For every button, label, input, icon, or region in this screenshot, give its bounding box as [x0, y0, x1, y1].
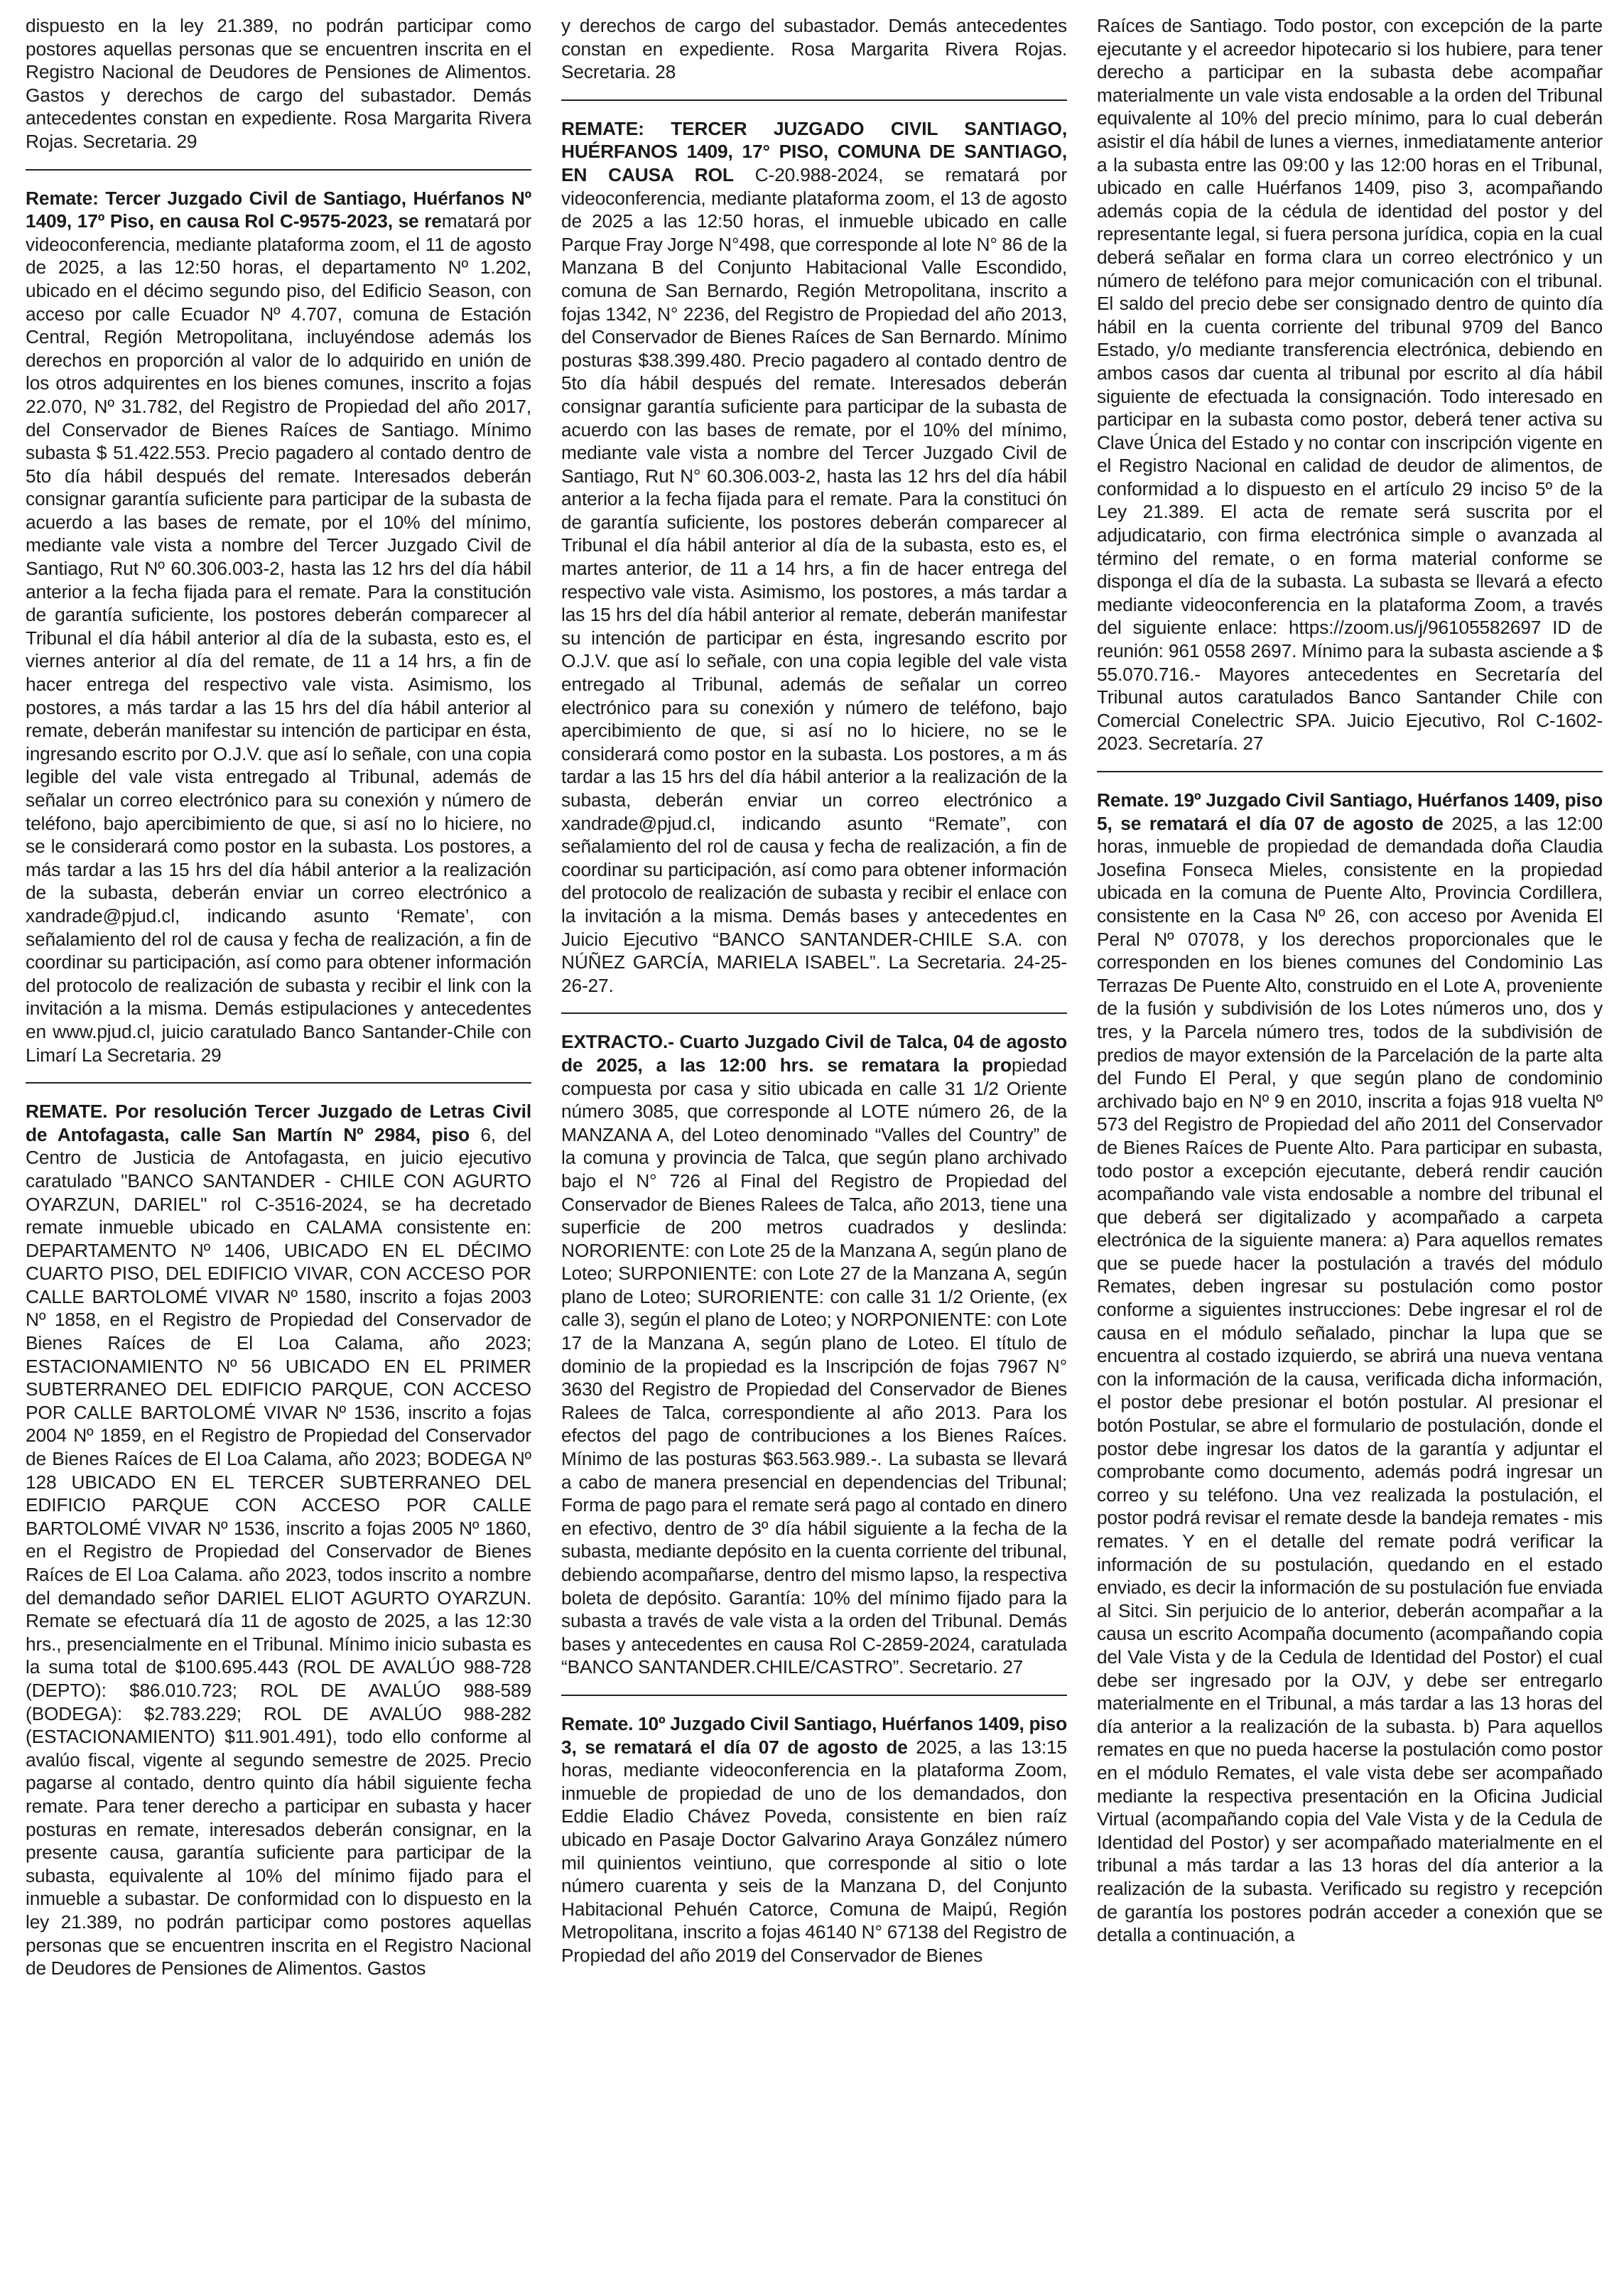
notice-continuation — [561, 14, 1067, 84]
notice-body: y derechos de cargo del subastador. Demás antecedentes constan en expediente. Rosa Margarita Rivera Rojas. Secretaria. 28 — [561, 15, 1067, 83]
notice-heading: REMATE. Por resolución Tercer Juzgado de Letras Civil de Antofagasta, calle San Martín Nº 2984, piso — [26, 1101, 531, 1145]
notice-heading: REMATE: TERCER JUZGADO CIVIL SANTIAGO, HUÉRFANOS 1409, 17° PISO, COMUNA DE SANTIAGO, EN CAUSA ROL — [561, 117, 1067, 185]
notice-body: 2025, a las 13:15 horas, mediante videoconferencia en la plataforma Zoom, inmueble de propiedad de uno de los demandados, don Eddie Eladio Chávez Poveda, consistente en bien raíz ubicado en Pasaje Doctor Galvarino Araya González número mil quinientos veintiuno, que corresponde al sitio o lote número cuarenta y seis de la Manzana D, del Conjunto Habitacional Pehuén Catorce, Comuna de Maipú, Región Metropolitana, inscrito a fojas 46140 N° 67138 del Registro de Propiedad del año 2019 del Conservador de Bienes — [561, 1736, 1067, 1966]
notice-heading: Remate. 19º Juzgado Civil Santiago, Huérfanos 1409, piso 5, se rematará el día 07 de agosto de — [1097, 789, 1603, 834]
notice-body: 6, del Centro de Justicia de Antofagasta, en juicio ejecutivo caratulado "BANCO SANTANDER - CHILE CON AGURTO OYARZUN, DARIEL" rol C-3516-2024, se ha decretado remate inmueble ubicado en CALAMA consistente en: DEPARTAMENTO Nº 1406, UBICADO EN EL DÉCIMO CUARTO PISO, DEL EDIFICIO VIVAR, CON ACCESO POR CALLE BARTOLOMÉ VIVAR Nº 1580, inscrito a fojas 2003 Nº 1858, en el Registro de Propiedad del Conservador de Bienes Raíces de El Loa Calama, año 2023; ESTACIONAMIENTO Nº 56 UBICADO EN EL PRIMER SUBTERRANEO DEL EDIFICIO PARQUE, CON ACCESO POR CALLE BARTOLOMÉ VIVAR Nº 1536, inscrito a fojas 2004 Nº 1859, en el Registro de Propiedad del Conservador de Bienes Raíces de El Loa Calama, año 2023; BODEGA Nº 128 UBICADO EN EL TERCER SUBTERRANEO DEL EDIFICIO PARQUE CON ACCESO POR CALLE BARTOLOMÉ VIVAR Nº 1536, inscrito a fojas 2005 Nº 1860, en el Registro de Propiedad del Conservador de Bienes Raíces de El Loa Calama. año 2023, todos inscrito a nombre del demandado señor DARIEL ELIOT AGURTO OYARZUN. Remate se efectuará día 11 de agosto de 2025, a las 12:30 hrs., presencialmente en el Tribunal. Mínimo inicio subasta es la suma total de $100.695.443 (ROL DE AVALÚO 988-728 (DEPTO): $86.010.723; ROL DE AVALÚO 988-589 (BODEGA): $2.783.229; ROL DE AVALÚO 988-282 (ESTACIONAMIENTO) $11.901.491), todo ello conforme al avalúo fiscal, vigente al segundo semestre de 2025. Precio pagarse al contado, dentro quinto día hábil siguiente fecha remate. Para tener derecho a participar en subasta y hacer posturas en remate, interesados deberán consignar, en la presente causa, garantía suficiente para participar de la subasta, equivalente al 10% del mínimo fijado para el inmueble a subastar. De conformidad con lo dispuesto en la ley 21.389, no podrán participar como postores aquellas personas que se encuentren inscrita en el Registro Nacional de Deudores de Pensiones de Alimentos. Gastos — [26, 1123, 531, 1979]
notice-remate-19-juzgado — [1097, 789, 1603, 1947]
notice-heading: EXTRACTO.- Cuarto Juzgado Civil de Talca, 04 de agosto de 2025, a las 12:00 hrs. se rematara la pro — [561, 1031, 1067, 1076]
notice-heading: Remate. 10º Juzgado Civil Santiago, Huérfanos 1409, piso 3, se rematará el día 07 de agosto de — [561, 1712, 1067, 1758]
notice-divider — [1097, 771, 1603, 772]
notice-body: dispuesto en la ley 21.389, no podrán participar como postores aquellas personas que se encuentren inscrita en el Registro Nacional de Deudores de Pensiones de Alimentos. Gastos y derechos de cargo del subastador. Demás antecedentes constan en expediente. Rosa Margarita Rivera Rojas. Secretaria. 29 — [26, 15, 531, 152]
notice-remate-10-juzgado — [561, 1712, 1067, 1967]
column-2 — [561, 14, 1067, 2285]
notice-divider — [561, 99, 1067, 101]
notice-remate-antofagasta — [26, 1100, 531, 1980]
column-1 — [26, 14, 531, 2285]
notice-divider — [561, 1695, 1067, 1696]
notice-divider — [26, 169, 531, 171]
notice-divider — [561, 1012, 1067, 1014]
notice-body: 2025, a las 12:00 horas, inmueble de propiedad de demandada doña Claudia Josefina Fonseca Mieles, consistente en la propiedad ubicada en la comuna de Puente Alto, Provincia Cordillera, consistente en la Casa Nº 26, con acceso por Avenida El Peral Nº 07078, y los derechos proporcionales que le corresponden en los bienes comunes del Condominio Las Terrazas De Puente Alto, construido en el Lote A, proveniente de la fusión y subdivisión de los Lotes números uno, dos y tres, y la Parcela número tres, todos de la subdivisión de predios de mayor extensión de la Parcelación de la parte alta del Fundo El Peral, y que según plano de condominio archivado bajo en Nº 9 en 2010, inscrita a fojas 918 vuelta Nº 573 del Registro de Propiedad del año 2011 del Conservador de Bienes Raíces de Puente Alto. Para participar en subasta, todo postor a excepción ejecutante, deberá rendir caución acompañando vale vista endosable a nombre del tribunal el que deberá ser digitalizado y acompañado a carpeta electrónica de la siguiente manera: a) Para aquellos remates que se puede hacer la postulación a través del módulo Remates, deben ingresar su postulación como postor conforme a siguientes instrucciones: Debe ingresar el rol de causa en el módulo señalado, pinchar la lupa que se encuentra al costado izquierdo, se abrirá una nueva ventana con la información de la causa, verificada dicha información, el postor debe presionar el botón postular. Al presionar el botón Postular, se abre el formulario de postulación, donde el postor debe ingresar los datos de la garantía y adjuntar el comprobante como documento, además podrá ingresar un correo y su teléfono. Una vez realizada la postulación, el postor podrá revisar el remate desde la bandeja remates - mis remates. Y en el detalle del remate podrá verificar la información de su postulación, quedando en el estado enviado, es decir la información de su postulación fue enviada al Sitci. Sin perjuicio de lo anterior, deberán acompañar a la causa un escrito Acompaña documento (acompañando copia del Vale Vista y de la Cedula de Identidad del Postor) el cual debe ser ingresado por la OJV, y debe ser entregarlo materialmente en el Tribunal, a más tardar a las 13 horas del día anterior a la realización de la subasta. b) Para aquellos remates en que no pueda hacerse la postulación como postor en el módulo Remates, el vale vista debe ser acompañado mediante la respectiva presentación en la Oficina Judicial Virtual (acompañando copia del Vale Vista y de la Cedula de Identidad del Postor) y ser acompañado materialmente en el tribunal a más tardar a las 13 horas del día anterior a la realización de la subasta. Verificado su registro y recepción de garantía los postores podrán acceder a conexión que se detalla a continuación, a — [1097, 812, 1603, 1946]
notice-body: C-20.988-2024, se rematará por videoconferencia, mediante plataforma zoom, el 13 de agosto de 2025 a las 12:50 horas, el inmueble ubicado en calle Parque Fray Jorge N°498, que corresponde al lote N° 86 de la Manzana B del Conjunto Habitacional Valle Escondido, comuna de San Bernardo, Región Metropolitana, inscrito a fojas 1342, N° 2236, del Registro de Propiedad del año 2013, del Conservador de Bienes Raíces de San Bernardo. Mínimo posturas $38.399.480. Precio pagadero al contado dentro de 5to día hábil después del remate. Interesados deberán consignar garantía suficiente para participar de la subasta de acuerdo con las bases de remate, por el 10% del mínimo, mediante vale vista a nombre del Tercer Juzgado Civil de Santiago, Rut N° 60.306.003-2, hasta las 12 hrs del día hábil anterior a la fecha fijada para el remate. Para la constituci ón de garantía suficiente, los postores deberán comparecer al Tribunal el día hábil anterior al día de la subasta, esto es, el martes anterior, de 11 a 14 hrs, a fin de hacer entrega del respectivo vale vista. Asimismo, los postores, a más tardar a las 15 hrs del día hábil anterior al remate, deberán manifestar su intención de participar en ésta, ingresando escrito por O.J.V. que así lo señale, con una copia legible del vale vista entregado al Tribunal, además de señalar un correo electrónico para su conexión y número de teléfono, bajo apercibimiento de que, si así no lo hiciere, no se le considerará como postor en la subasta. Los postores, a m ás tardar a las 15 hrs del día hábil anterior a la realización de la subasta, deberán enviar un correo electrónico a xandrade@pjud.cl, indicando asunto “Remate”, con señalamiento del rol de causa y fecha de realización, a fin de coordinar su participación, así como para obtener información del protocolo de realización de subasta y recibir el enlace con la invitación a la misma. Demás bases y antecedentes en Juicio Ejecutivo “BANCO SANTANDER-CHILE S.A. con NÚÑEZ GARCÍA, MARIELA ISABEL”. La Secretaria. 24-25-26-27. — [561, 163, 1067, 996]
notice-body: Raíces de Santiago. Todo postor, con excepción de la parte ejecutante y el acreedor hipotecario si los hubiere, para tener derecho a participar en la subasta debe acompañar materialmente un vale vista endosable a la orden del Tribunal equivalente al 10% del precio mínimo, para lo cual deberán asistir el día hábil de lunes a viernes, inmediatamente anterior a la subasta entre las 09:00 y las 12:00 horas en el Tribunal, ubicado en calle Huérfanos 1409, piso 3, acompañando además copia de la cédula de identidad del postor y del representante legal, si fuera persona jurídica, copia en la cual deberá señalar en forma clara un correo electrónico y un número de teléfono para mejor comunicación con el tribunal. El saldo del precio debe ser consignado dentro de quinto día hábil en la cuenta corriente del tribunal 9709 del Banco Estado, y/o mediante transferencia electrónica, debiendo en ambos casos dar cuenta al tribunal por escrito al día hábil siguiente de efectuada la consignación. Todo interesado en participar en la subasta como postor, deberá tener activa su Clave Única del Estado y no contar con inscripción vigente en el Registro Nacional en calidad de deudor de alimentos, de conformidad a lo dispuesto en el artículo 29 inciso 5º de la Ley 21.389. El acta de remate será suscrita por el adjudicatario, con firma electrónica simple o avanzada al término del remate, o en forma material conforme se disponga el día de la subasta. La subasta se llevará a efecto mediante videoconferencia en la plataforma Zoom, a través del siguiente enlace: https://zoom.us/j/96105582697 ID de reunión: 961 0558 2697. Mínimo para la subasta asciende a $ 55.070.716.- Mayores antecedentes en Secretaría del Tribunal autos caratulados Banco Santander Chile con Comercial Conelectric SPA. Juicio Ejecutivo, Rol C-1602-2023. Secretaría. 27 — [1097, 15, 1603, 755]
notice-continuation — [1097, 14, 1603, 755]
notice-body: matará por videoconferencia, mediante plataforma zoom, el 11 de agosto de 2025, a las 12:50 horas, el departamento Nº 1.202, ubicado en el décimo segundo piso, del Edificio Season, con acceso por calle Ecuador Nº 4.707, comuna de Estación Central, Región Metropolitana, incluyéndose además los derechos en proporción al valor de lo adquirido en unión de los otros adquirentes en los bienes comunes, inscrito a fojas 22.070, Nº 31.782, del Registro de Propiedad del año 2017, del Conservador de Bienes Raíces de Santiago. Mínimo subasta $ 51.422.553. Precio pagadero al contado dentro de 5to día hábil después del remate. Interesados deberán consignar garantía suficiente para participar de la subasta de acuerdo a las bases de remate, por el 10% del mínimo, mediante vale vista a nombre del Tercer Juzgado Civil de Santiago, Rut Nº 60.306.003-2, hasta las 12 hrs del día hábil anterior a la fecha fijada para el remate. Para la constitución de garantía suficiente, los postores deberán comparecer al Tribunal el día hábil anterior al día de la subasta, esto es, el viernes anterior al día del remate, de 11 a 14 hrs, a fin de hacer entrega del respectivo vale vista. Asimismo, los postores, a más tardar a las 15 hrs del día hábil anterior al remate, deberán manifestar su intención de participar en ésta, ingresando escrito por O.J.V. que así lo señale, con una copia legible del vale vista entregado al Tribunal, además de señalar un correo electrónico para su conexión y número de teléfono, bajo apercibimiento de que, si así no lo hiciere, no se le considerará como postor en la subasta. Los postores, a más tardar a las 15 hrs del día hábil anterior a la realización de la subasta, deberán enviar un correo electrónico a xandrade@pjud.cl, indicando asunto ‘Remate’, con señalamiento del rol de causa y fecha de realización, a fin de coordinar su participación, así como para obtener información del protocolo de realización de subasta y recibir el link con la invitación a la misma. Demás estipulaciones y antecedentes en www.pjud.cl, juicio caratulado Banco Santander-Chile con Limarí La Secretaria. 29 — [26, 210, 531, 1066]
notice-continuation — [26, 14, 531, 153]
notice-remate-tercer-juzgado-santiago — [26, 187, 531, 1067]
notice-extracto-talca — [561, 1030, 1067, 1679]
notice-divider — [26, 1082, 531, 1084]
notice-remate-tercer-juzgado-san-bernardo — [561, 117, 1067, 998]
notice-body: piedad compuesta por casa y sitio ubicada en calle 31 1/2 Oriente número 3085, que corresponde al LOTE número 26, de la MANZANA A, del Loteo denominado “Valles del Country” de la comuna y provincia de Talca, que según plano archivado bajo el N° 726 al Final del Registro de Propiedad del Conservador de Bienes Ralees de Talca, año 2013, tiene una superficie de 200 metros cuadrados y deslinda: NORORIENTE: con Lote 25 de la Manzana A, según plano de Loteo; SURPONIENTE: con Lote 27 de la Manzana A, según plano de Loteo; SURORIENTE: con calle 31 1/2 Oriente, (ex calle 3), según el plano de Loteo; y NORPONIENTE: con Lote 17 de la Manzana A, según plano de Loteo. El título de dominio de la propiedad es la Inscripción de fojas 7967 N° 3630 del Registro de Propiedad del Conservador de Bienes Ralees de Talca, correspondiente al año 2013. Para los efectos del pago de contribuciones a los Bienes Raíces. Mínimo de las posturas $63.563.989.-. La subasta se llevará a cabo de manera presencial en dependencias del Tribunal; Forma de pago para el remate será pago al contado en dinero en efectivo, dentro de 3º día hábil siguiente a la fecha de la subasta, mediante depósito en la cuenta corriente del tribunal, debiendo acompañarse, dentro del mismo lapso, la respectiva boleta de depósito. Garantía: 10% del mínimo fijado para la subasta a través de vale vista a la orden del Tribunal. Demás bases y antecedentes en causa Rol C-2859-2024, caratulada “BANCO SANTANDER.CHILE/CASTRO”. Secretario. 27 — [561, 1054, 1067, 1678]
column-3 — [1097, 14, 1603, 2285]
notice-heading: Remate: Tercer Juzgado Civil de Santiago, Huérfanos Nº 1409, 17º Piso, en causa Rol C-9575-2023, se re — [26, 187, 531, 232]
